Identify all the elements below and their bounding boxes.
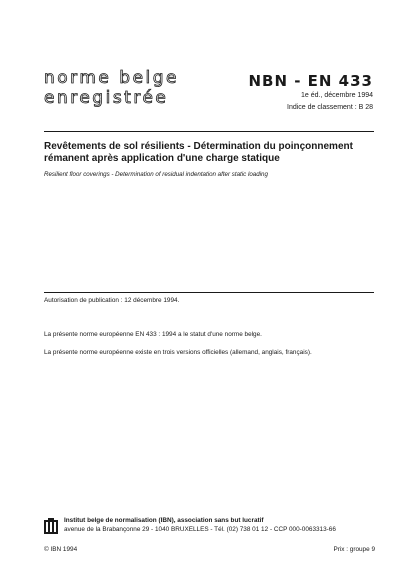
brand-line-1: norme belge bbox=[44, 68, 180, 88]
brand-wordmark bbox=[44, 68, 214, 108]
ibn-logo-icon bbox=[44, 518, 58, 534]
document-subtitle: Resilient floor coverings - Determination of residual indentation after static loading bbox=[44, 171, 268, 178]
footer-text bbox=[64, 516, 336, 534]
standard-code: NBN - EN 433 bbox=[248, 72, 373, 90]
institute-address: avenue de la Brabançonne 29 - 1040 BRUXELLES - Tél. (02) 738 01 12 - CCP 000-0063313-66 bbox=[64, 526, 336, 533]
copyright: © IBN 1994 bbox=[44, 546, 78, 553]
status-text: La présente norme européenne EN 433 : 1994 a le statut d'une norme belge. bbox=[44, 331, 262, 338]
price-group: Prix : groupe 9 bbox=[333, 546, 375, 553]
brand-line-2: enregistrée bbox=[44, 88, 169, 108]
edition-date: 1e éd., décembre 1994 bbox=[301, 92, 373, 99]
institute-name: Institut belge de normalisation (IBN), association sans but lucratif bbox=[64, 517, 264, 524]
section-divider bbox=[44, 292, 374, 293]
versions-text: La présente norme européenne existe en trois versions officielles (allemand, anglais, français). bbox=[44, 349, 312, 356]
header-divider bbox=[44, 131, 374, 132]
classification-index: Indice de classement : B 28 bbox=[287, 104, 373, 111]
authorization-text: Autorisation de publication : 12 décembre 1994. bbox=[44, 297, 180, 304]
document-title: Revêtements de sol résilients - Détermination du poinçonnement rémanent après application d'une charge statique bbox=[44, 141, 353, 164]
